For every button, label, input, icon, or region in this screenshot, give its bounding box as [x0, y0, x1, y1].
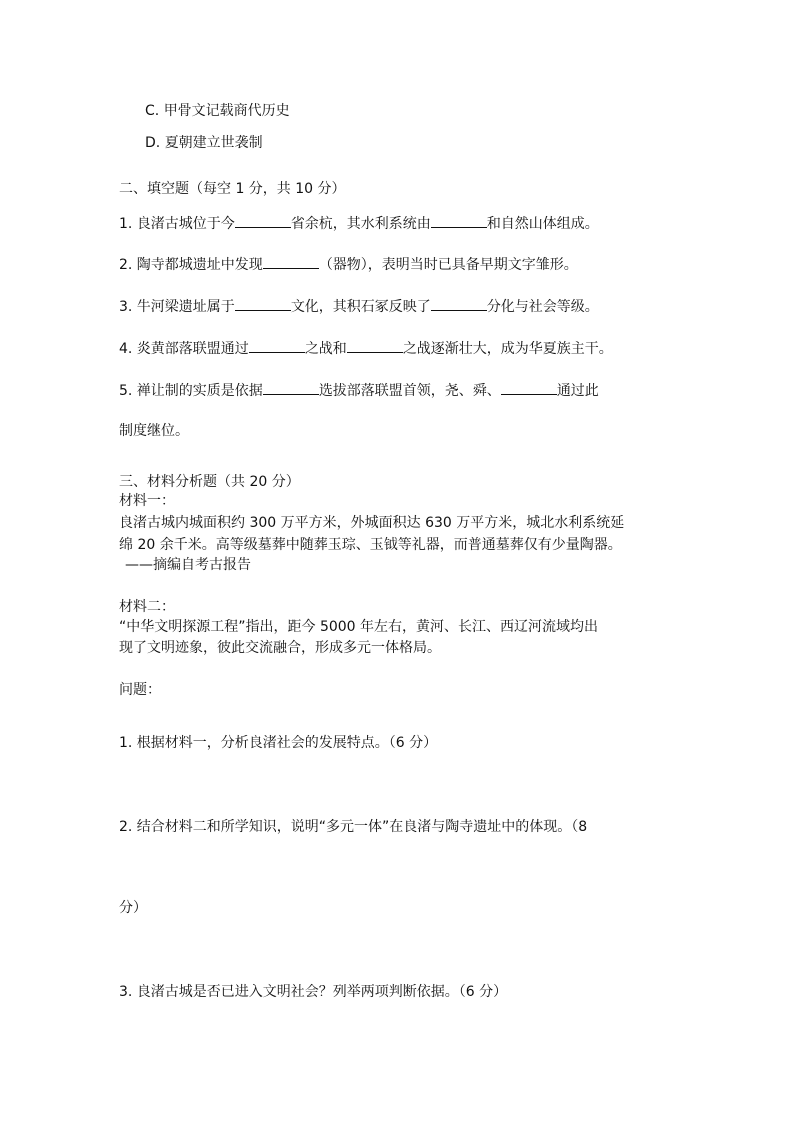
option-d-letter: D.: [145, 135, 161, 151]
material-1-label: 材料一：: [119, 493, 175, 509]
material-1-source: ——摘编自考古报告: [125, 557, 251, 573]
analysis-question-2-continued: 分）: [119, 900, 147, 916]
fill-blank-heading: 二、填空题（每空 1 分，共 10 分）: [119, 181, 346, 197]
fill-question-1: [119, 211, 599, 235]
material-2-line-2: 现了文明迹象，彼此交流融合，形成多元一体格局。: [119, 640, 441, 656]
answer-blank[interactable]: [263, 252, 319, 269]
q5-text-c: 通过此: [556, 383, 599, 399]
q5-text-a: 5. 禅让制的实质是依据: [119, 383, 263, 399]
q3-text-c: 分化与社会等级。: [486, 299, 599, 315]
answer-blank[interactable]: [431, 211, 487, 228]
answer-blank[interactable]: [347, 336, 403, 353]
q2-text-a: 2. 陶寺都城遗址中发现: [119, 257, 263, 273]
questions-label: 问题：: [119, 682, 161, 698]
option-c-letter: C.: [145, 103, 160, 119]
fill-question-3: [119, 294, 599, 318]
q2-text-b: （器物），表明当时已具备早期文字雏形。: [318, 257, 578, 273]
material-2-line-1: “中华文明探源工程”指出，距今 5000 年左右，黄河、长江、西辽河流域均出: [119, 619, 599, 635]
q1-text-b: 省余杭，其水利系统由: [290, 216, 431, 232]
q4-text-b: 之战和: [304, 341, 347, 357]
option-d-text: 夏朝建立世袭制: [164, 135, 263, 151]
q3-text-a: 3. 牛河梁遗址属于: [119, 299, 235, 315]
option-d: [145, 132, 263, 154]
answer-blank[interactable]: [235, 294, 291, 311]
answer-blank[interactable]: [235, 211, 291, 228]
answer-blank[interactable]: [501, 378, 557, 395]
answer-blank[interactable]: [249, 336, 305, 353]
analysis-question-2: 2. 结合材料二和所学知识，说明“多元一体”在良渚与陶寺遗址中的体现。（8: [119, 819, 588, 835]
option-c: [145, 100, 290, 122]
fill-question-2: [119, 252, 578, 276]
fill-question-5-continued: 制度继位。: [119, 423, 189, 439]
answer-blank[interactable]: [431, 294, 487, 311]
q4-text-c: 之战逐渐壮大，成为华夏族主干。: [402, 341, 613, 357]
fill-question-5: [119, 378, 599, 402]
material-1-line-1: 良渚古城内城面积约 300 万平方米，外城面积达 630 万平方米，城北水利系统延: [119, 515, 625, 531]
material-1-line-2: 绵 20 余千米。高等级墓葬中随葬玉琮、玉钺等礼器，而普通墓葬仅有少量陶器。: [119, 537, 622, 553]
q3-text-b: 文化，其积石冢反映了: [290, 299, 431, 315]
analysis-question-3: 3. 良渚古城是否已进入文明社会？列举两项判断依据。（6 分）: [119, 984, 508, 1000]
material-heading: 三、材料分析题（共 20 分）: [119, 474, 300, 490]
option-c-text: 甲骨文记载商代历史: [163, 103, 290, 119]
answer-blank[interactable]: [263, 378, 319, 395]
q4-text-a: 4. 炎黄部落联盟通过: [119, 341, 249, 357]
fill-question-4: [119, 336, 613, 360]
q5-text-b: 选拔部落联盟首领，尧、舜、: [318, 383, 501, 399]
q1-text-c: 和自然山体组成。: [486, 216, 599, 232]
q1-text-a: 1. 良渚古城位于今: [119, 216, 235, 232]
material-2-label: 材料二：: [119, 599, 175, 615]
analysis-question-1: 1. 根据材料一，分析良渚社会的发展特点。（6 分）: [119, 735, 438, 751]
